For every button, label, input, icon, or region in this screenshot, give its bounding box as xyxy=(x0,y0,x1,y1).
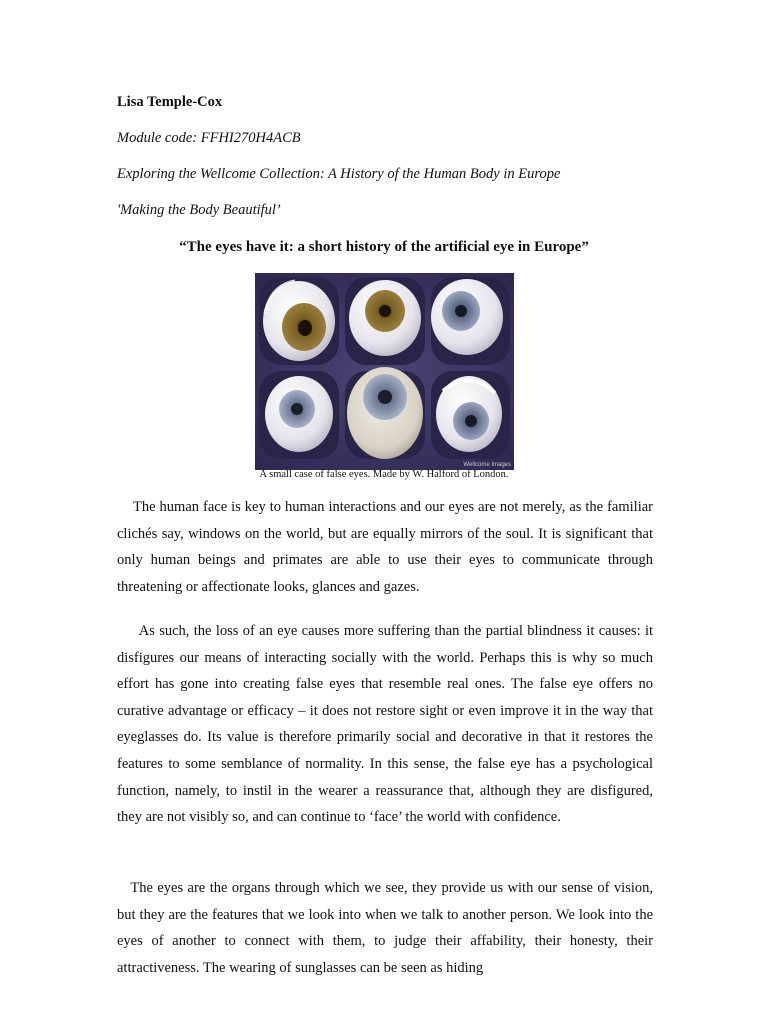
paragraph-3: The eyes are the organs through which we see, they provide us with our sense of vision, but they are the features that we look into when we talk to another person. We look into the eyes of another to connect with them, to judge their affability, their honesty, their attractiveness. The wearing of sunglasses can be seen as hiding xyxy=(117,880,654,976)
essay-title: “The eyes have it: a short history of the artificial eye in Europe” xyxy=(179,239,589,255)
paragraph-2: As such, the loss of an eye causes more suffering than the partial blindness it causes: it disfigures our means of interacting socially with the world. Perhaps this is why so much effort has gone into creating false eyes that resemble real ones. The false eye offers no curative advantage or efficacy – it does not restore sight or even improve it in the way that eyeglasses do. Its value is therefore primarily social and decorative in that it restores the features to some semblance of normality. In this sense, the false eye has a psychological function, namely, to instil in the wearer a reassurance that, although they are disfigured, they are not visibly so, and can continue to ‘face’ the world with confidence. xyxy=(117,623,653,826)
figure-caption: A small case of false eyes. Made by W. Halford of London. xyxy=(259,469,509,480)
author-name: Lisa Temple-Cox xyxy=(117,94,223,110)
section-title: 'Making the Body Beautiful’ xyxy=(117,202,281,218)
false-eyes-photo xyxy=(255,273,514,470)
module-code: Module code: FFHI270H4ACB xyxy=(117,130,301,146)
image-watermark: Wellcome Images xyxy=(463,462,511,468)
course-title: Exploring the Wellcome Collection: A History of the Human Body in Europe xyxy=(117,166,561,182)
false-eyes-illustration xyxy=(255,273,514,470)
paragraph-1: The human face is key to human interactions and our eyes are not merely, as the familiar clichés say, windows on the world, but are equally mirrors of the soul. It is significant that only human beings and primates are able to use their eyes to communicate through threatening or affectionate looks, glances and gazes. xyxy=(117,499,653,595)
